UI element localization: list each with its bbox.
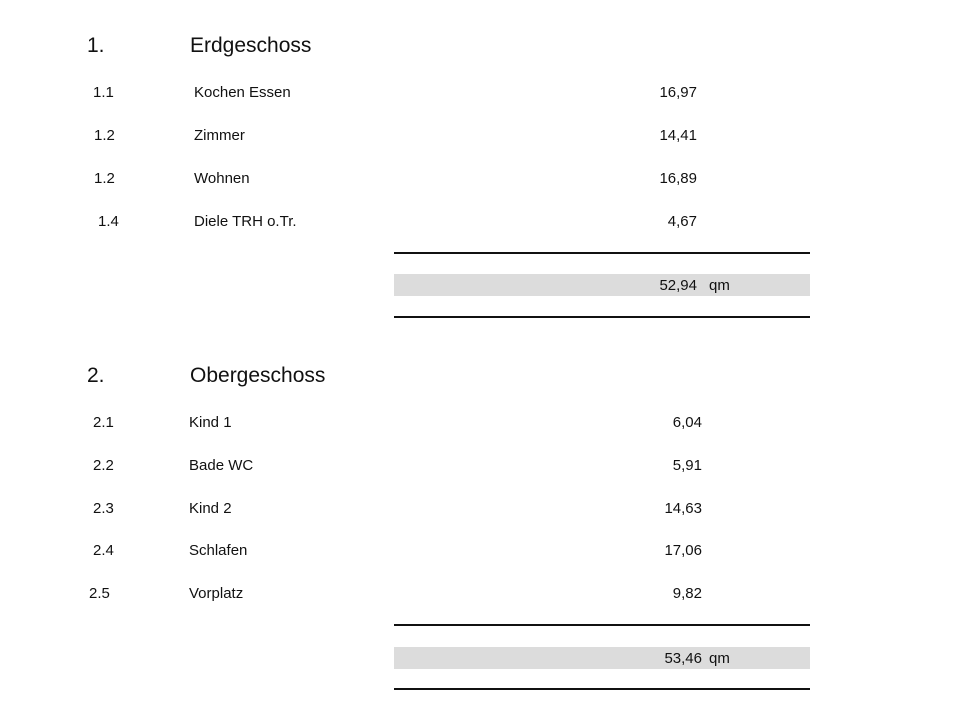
row-number: 1.4	[98, 213, 119, 230]
row-label: Vorplatz	[189, 585, 244, 602]
row-value: 14,41	[659, 127, 697, 144]
divider	[394, 316, 810, 318]
row-value: 16,97	[659, 84, 697, 101]
row-number: 2.4	[93, 542, 114, 559]
divider	[394, 252, 810, 254]
row-value: 6,04	[672, 414, 702, 431]
row-number: 1.1	[93, 84, 114, 101]
section-2-number: 2.	[87, 364, 105, 387]
row-label: Wohnen	[194, 170, 250, 187]
row-value: 16,89	[659, 170, 697, 187]
row-number: 2.5	[89, 585, 110, 602]
row-label: Zimmer	[194, 127, 245, 144]
row-number: 2.2	[93, 457, 114, 474]
row-number: 1.2	[94, 170, 115, 187]
row-number: 2.1	[93, 414, 114, 431]
row-value: 5,91	[672, 457, 702, 474]
divider	[394, 624, 810, 626]
row-value: 4,67	[667, 213, 697, 230]
row-value: 9,82	[672, 585, 702, 602]
section-2-total-value: 53,46	[664, 650, 702, 667]
row-number: 1.2	[94, 127, 115, 144]
row-number: 2.3	[93, 500, 114, 517]
row-label: Kind 2	[189, 500, 232, 517]
row-value: 14,63	[664, 500, 702, 517]
section-2-total-unit: qm	[709, 650, 730, 667]
section-1-number: 1.	[87, 34, 105, 57]
row-label: Kind 1	[189, 414, 232, 431]
row-label: Schlafen	[189, 542, 248, 559]
section-2-title: Obergeschoss	[190, 364, 326, 387]
section-1-total-unit: qm	[709, 277, 730, 294]
row-label: Kochen Essen	[194, 84, 291, 101]
section-1-total-value: 52,94	[659, 277, 697, 294]
section-1-title: Erdgeschoss	[190, 34, 312, 57]
row-label: Diele TRH o.Tr.	[194, 213, 297, 230]
divider	[394, 688, 810, 690]
row-label: Bade WC	[189, 457, 254, 474]
row-value: 17,06	[664, 542, 702, 559]
